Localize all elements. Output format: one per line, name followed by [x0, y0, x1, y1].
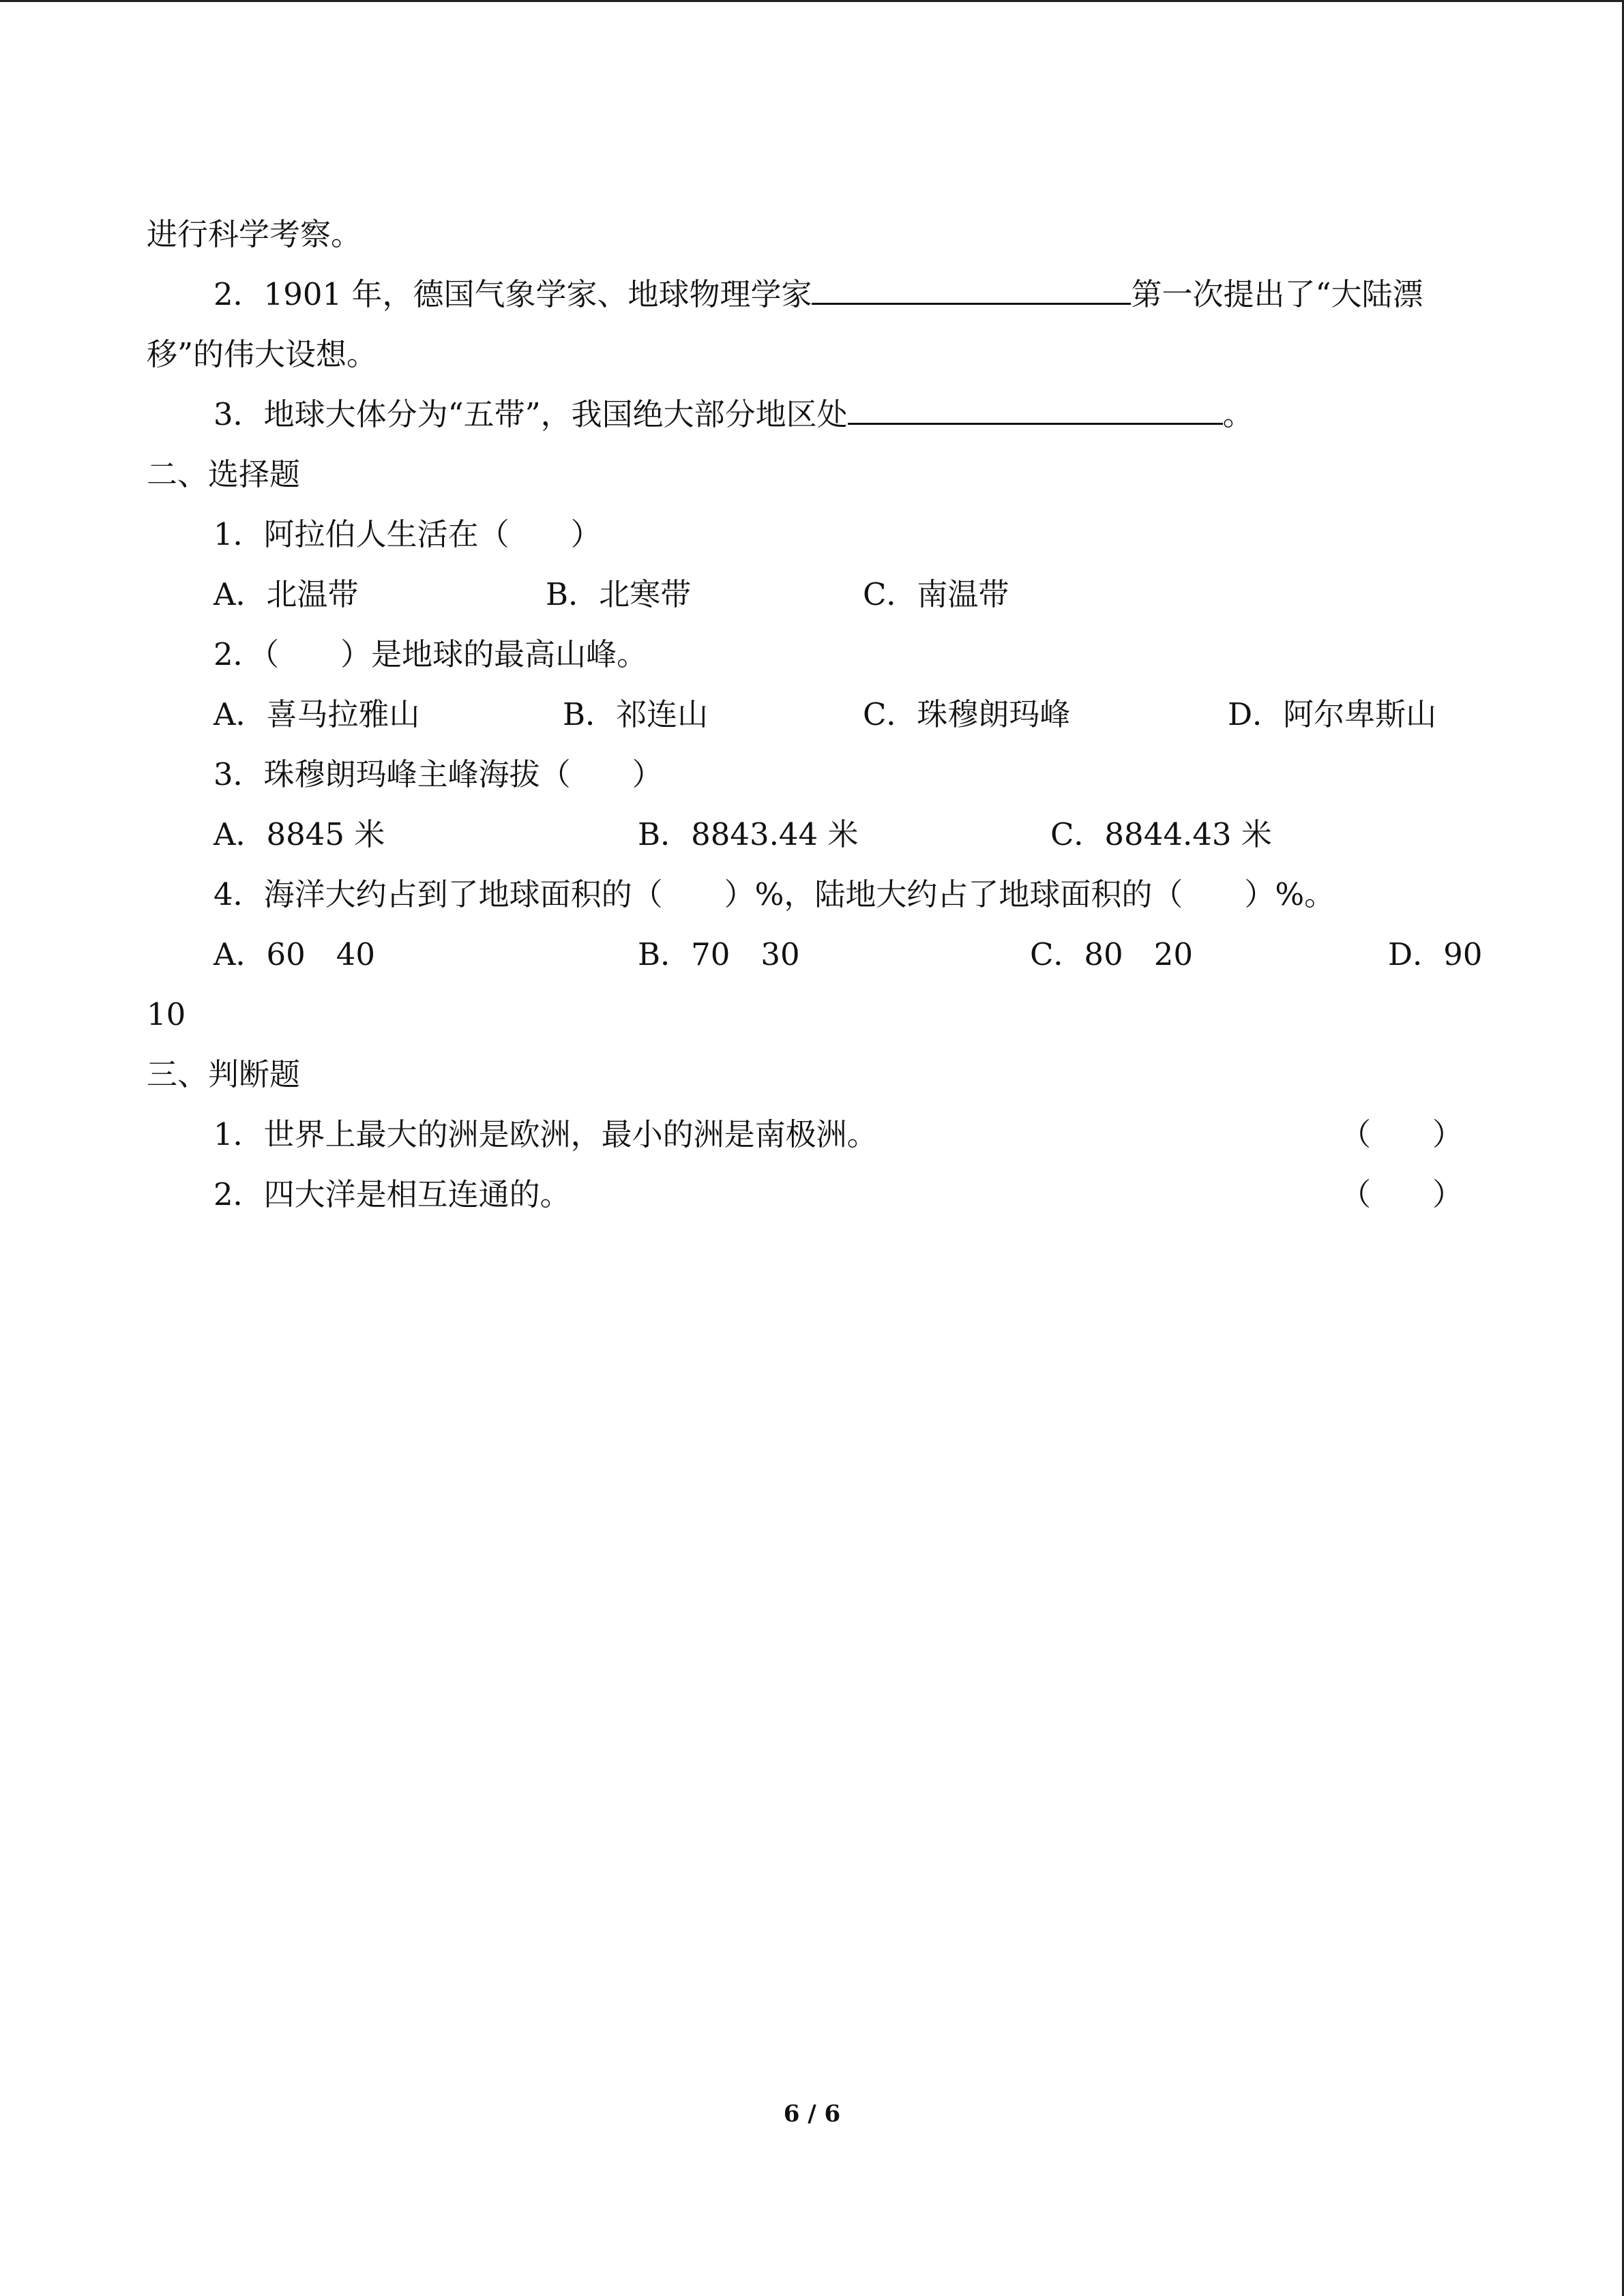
question-text-cont: 第一次提出了“大陆漂	[1131, 276, 1423, 312]
answer-parentheses[interactable]: （ ）	[1340, 1176, 1464, 1212]
question-text: 3．地球大体分为“五带”，我国绝大部分地区处	[213, 396, 848, 432]
option-a[interactable]: A．8845 米	[213, 816, 385, 852]
choice-options-1	[147, 565, 1483, 625]
option-c[interactable]: C．8844.43 米	[1050, 816, 1272, 852]
choice-question-3	[147, 745, 1483, 805]
question-stem: 2．四大洋是相互连通的。	[213, 1176, 571, 1212]
option-a[interactable]: A．60 40	[213, 936, 376, 972]
answer-blank[interactable]	[812, 266, 1131, 305]
choice-options-4	[147, 925, 1483, 985]
option-c[interactable]: C．珠穆朗玛峰	[863, 696, 1071, 732]
choice-options-3	[147, 805, 1483, 865]
section-title: 二、选择题	[147, 456, 301, 492]
fill-blank-question-2	[147, 265, 1483, 325]
option-c[interactable]: C．南温带	[863, 576, 1009, 612]
section-heading-judge	[147, 1045, 1483, 1105]
choice-question-4	[147, 865, 1483, 925]
option-c[interactable]: C．80 20	[1030, 936, 1193, 972]
question-stem: 2．（ ）是地球的最高山峰。	[213, 636, 648, 672]
option-d[interactable]: D．90	[1388, 936, 1483, 972]
choice-question-1	[147, 505, 1483, 565]
option-b[interactable]: B．70 30	[638, 936, 800, 972]
section-title: 三、判断题	[147, 1056, 301, 1092]
section-heading-choice	[147, 445, 1483, 505]
option-b[interactable]: B．8843.44 米	[638, 816, 859, 852]
answer-blank[interactable]	[848, 386, 1223, 425]
question-text: 2．1901 年，德国气象学家、地球物理学家	[213, 276, 812, 312]
judge-question-1	[147, 1105, 1483, 1165]
option-d-continuation: 10	[147, 996, 186, 1032]
question-stem: 3．珠穆朗玛峰主峰海拔（ ）	[213, 756, 663, 792]
text-line	[147, 205, 1483, 265]
option-b[interactable]: B．北寒带	[546, 576, 692, 612]
question-stem: 1．世界上最大的洲是欧洲，最小的洲是南极洲。	[213, 1116, 878, 1152]
option-d-wrap	[147, 985, 1483, 1045]
text-line	[147, 325, 1483, 385]
fill-blank-question-3	[147, 385, 1483, 445]
question-stem: 1．阿拉伯人生活在（ ）	[213, 516, 602, 552]
choice-question-2	[147, 625, 1483, 685]
option-b[interactable]: B．祁连山	[563, 696, 709, 732]
answer-parentheses[interactable]: （ ）	[1340, 1116, 1464, 1152]
document-body	[147, 205, 1483, 1225]
text-fragment: 进行科学考察。	[147, 216, 362, 252]
text-fragment: 移”的伟大设想。	[147, 336, 378, 372]
choice-options-2	[147, 685, 1483, 745]
question-stem: 4．海洋大约占到了地球面积的（ ）%，陆地大约占了地球面积的（ ）%。	[213, 876, 1335, 912]
option-d[interactable]: D．阿尔卑斯山	[1228, 696, 1437, 732]
option-a[interactable]: A．喜马拉雅山	[213, 696, 420, 732]
page-number: 6 / 6	[783, 2100, 841, 2128]
option-a[interactable]: A．北温带	[213, 576, 359, 612]
judge-question-2	[147, 1165, 1483, 1225]
question-text-end: 。	[1222, 396, 1254, 432]
